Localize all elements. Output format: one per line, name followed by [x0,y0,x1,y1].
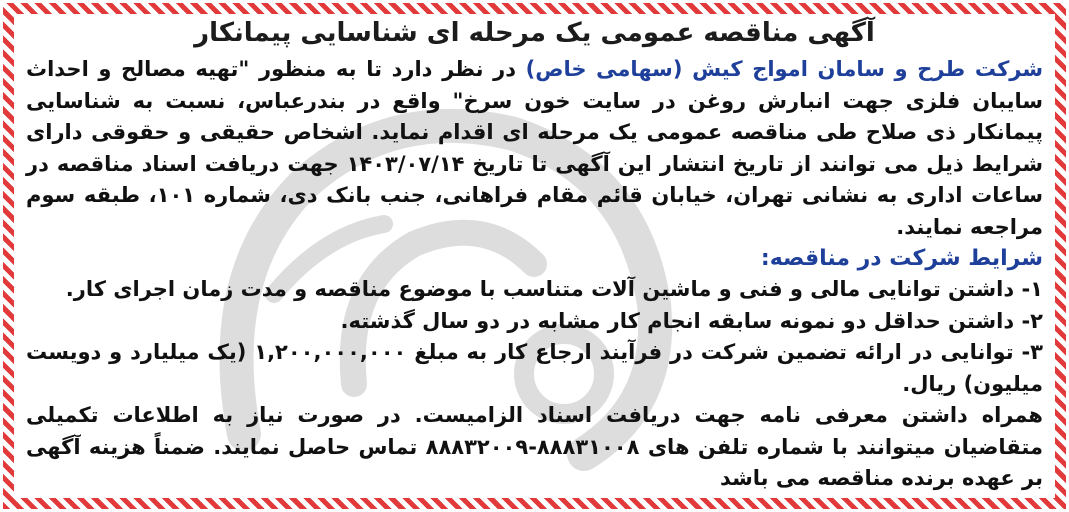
notice-content [26,16,1043,496]
condition-item: ۱- داشتن توانایی مالی و فنی و ماشین آلات متناسب با موضوع مناقصه و مدت زمان اجرای کار. [65,277,1043,301]
notice-title: آگهی مناقصه عمومی یک مرحله ای شناسایی پیمانکار [194,18,875,48]
notice-body [14,14,1055,498]
footer-paragraph: همراه داشتن معرفی نامه جهت دریافت اسناد الزامیست. در صورت نیاز به اطلاعات تکمیلی متقاضیان میتوانند با شماره تلفن های ۸۸۸۳۱۰۰۸-۸۸۸۳۲۰۰۹ تماس حاصل نمایند. ضمناً هزینه آگهی بر عهده برنده مناقصه می باشد [26,403,1043,490]
conditions-heading: شرایط شرکت در مناقصه: [760,246,1043,271]
intro-paragraph [26,54,1043,243]
condition-item: ۲- داشتن حداقل دو نمونه سابقه انجام کار مشابه در دو سال گذشته. [340,308,1043,333]
company-name: شرکت طرح و سامان امواج کیش (سهامی خاص) [525,57,1044,81]
intro-text: در نظر دارد تا به منظور "تهیه مصالح و احداث سایبان فلزی جهت انبارش روغن در سایت خون سرخ" واقع در بندرعباس، نسبت به شناسایی پیمانکار ذی صلاح طی مناقصه عمومی یک مرحله ای اقدام نماید. اشخاص حقیقی و حقوقی دارای شرایط ذیل می توانند از تاریخ انتشار این آگهی تا تاریخ ۱۴۰۳/۰۷/۱۴ جهت دریافت اسناد مناقصه در ساعات اداری به نشانی تهران، خیابان قائم مقام فراهانی، جنب بانک دی، شماره ۱۰۱، طبقه سوم مراجعه نمایند. [26,57,1043,239]
striped-border-frame [3,3,1066,509]
condition-item: ۳- توانایی در ارائه تضمین شرکت در فرآیند ارجاع کار به مبلغ ۱,۲۰۰,۰۰۰,۰۰۰ (یک میلیارد و دویست میلیون) ریال. [26,340,1043,396]
